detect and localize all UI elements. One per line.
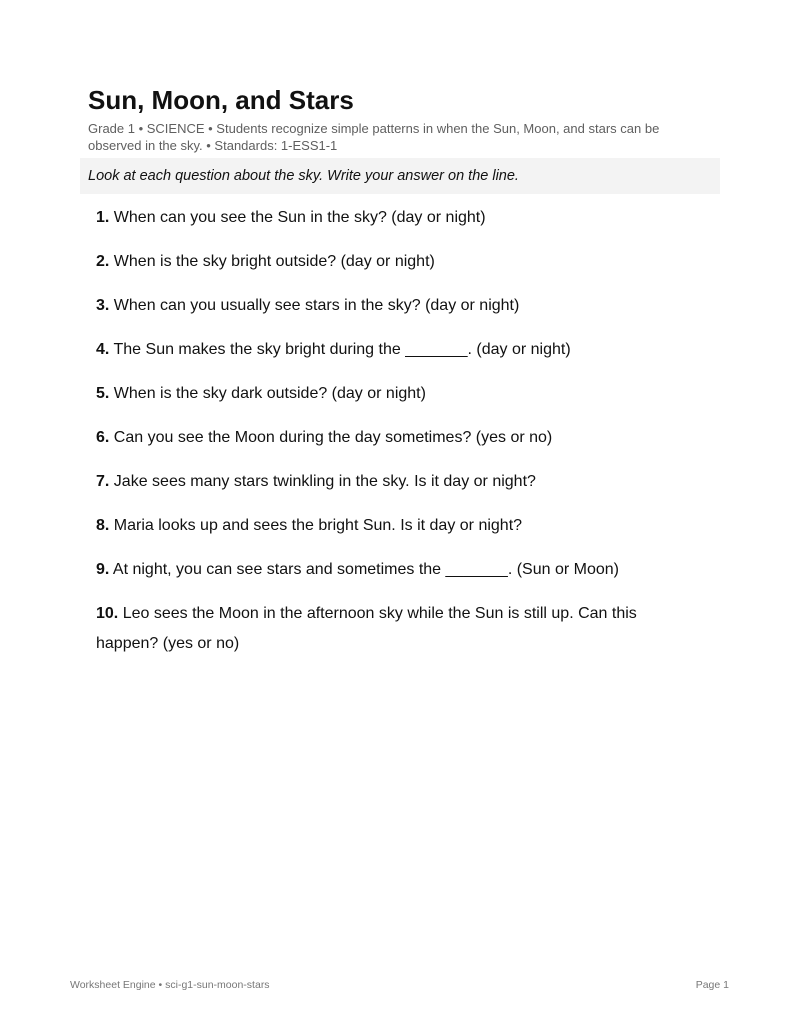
- question-text: When is the sky bright outside? (day or night): [113, 253, 435, 270]
- question-item: [96, 467, 676, 497]
- question-item: [96, 247, 676, 277]
- footer-page-number: Page 1: [695, 979, 729, 991]
- question-item: [96, 291, 676, 321]
- question-number: 7.: [96, 473, 110, 490]
- question-number: 6.: [96, 429, 110, 446]
- question-number: 9.: [96, 561, 110, 578]
- question-item: [96, 555, 676, 585]
- question-text: When can you usually see stars in the sky? (day or night): [113, 297, 520, 314]
- page-title: Sun, Moon, and Stars: [88, 85, 354, 115]
- question-item: [96, 203, 676, 233]
- question-item: [96, 511, 676, 541]
- question-text: When is the sky dark outside? (day or night): [113, 385, 426, 402]
- question-item: [96, 423, 676, 453]
- question-number: 3.: [96, 297, 110, 314]
- question-text: Leo sees the Moon in the afternoon sky while the Sun is still up. Can this happen? (yes or no): [96, 605, 637, 652]
- question-item: [96, 335, 676, 365]
- question-item: [96, 379, 676, 409]
- question-text: Jake sees many stars twinkling in the sky. Is it day or night?: [113, 473, 536, 490]
- question-text: When can you see the Sun in the sky? (day or night): [113, 209, 486, 226]
- question-text: Maria looks up and sees the bright Sun. Is it day or night?: [113, 517, 523, 534]
- footer-source: Worksheet Engine • sci-g1-sun-moon-stars: [70, 979, 270, 991]
- question-item: [96, 599, 676, 659]
- question-number: 8.: [96, 517, 110, 534]
- question-text: The Sun makes the sky bright during the _______. (day or night): [113, 341, 571, 358]
- page-subtitle: Grade 1 • SCIENCE • Students recognize simple patterns in when the Sun, Moon, and stars can be observed in the sky. • Standards: 1-ESS1-1: [88, 121, 660, 153]
- question-text: At night, you can see stars and sometimes the _______. (Sun or Moon): [112, 561, 619, 578]
- question-number: 4.: [96, 341, 110, 358]
- instructions-banner: Look at each question about the sky. Write your answer on the line.: [80, 158, 720, 194]
- question-number: 10.: [96, 605, 119, 622]
- question-number: 2.: [96, 253, 110, 270]
- question-text: Can you see the Moon during the day sometimes? (yes or no): [113, 429, 553, 446]
- question-list: [96, 203, 676, 673]
- question-number: 5.: [96, 385, 110, 402]
- question-number: 1.: [96, 209, 110, 226]
